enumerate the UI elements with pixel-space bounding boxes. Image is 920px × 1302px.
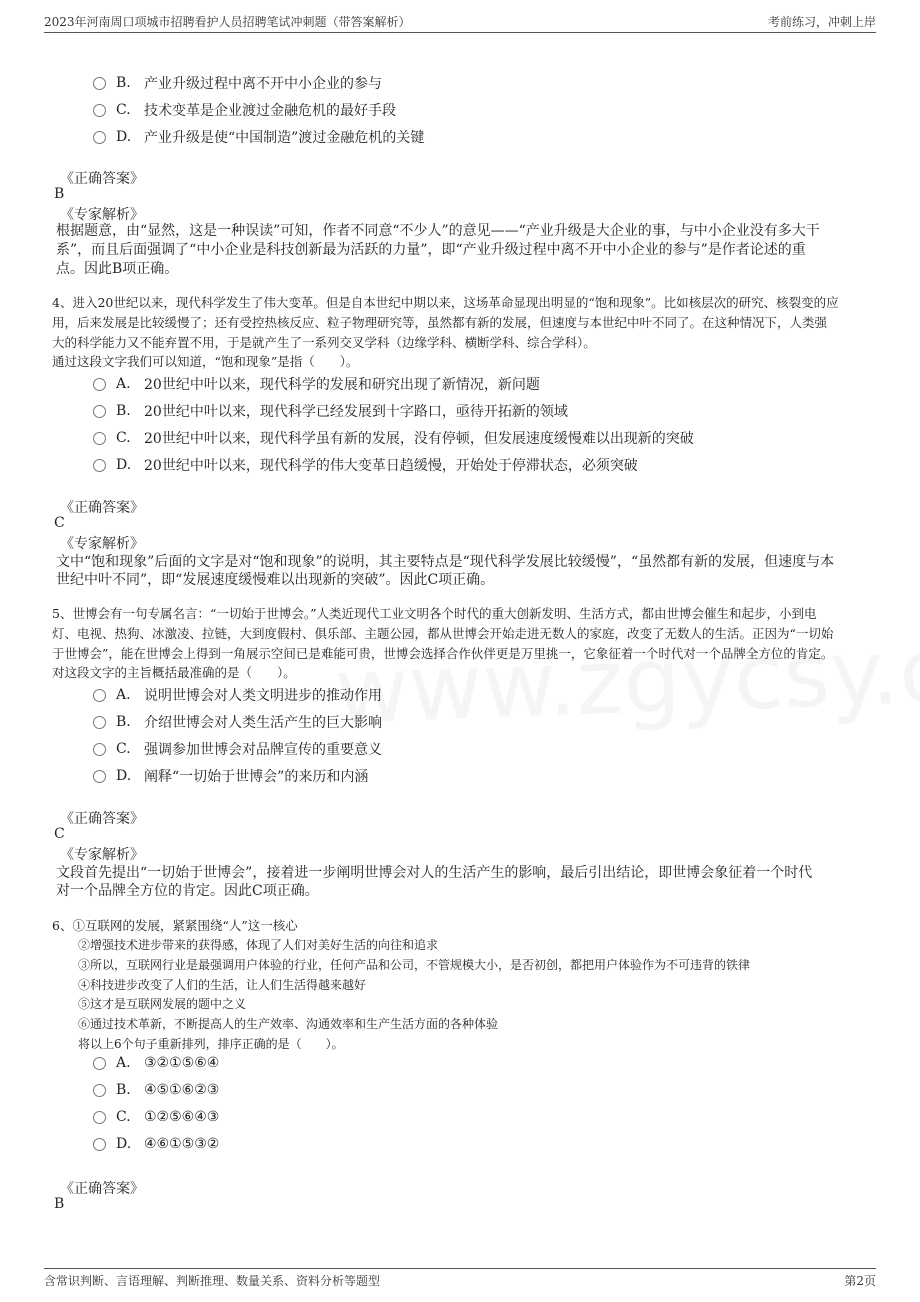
- option-text: ④⑤①⑥②③: [144, 1082, 220, 1098]
- analysis-text: 根据题意，由“显然，这是一种误读”可知，作者不同意“不少人”的意见——“产业升级是大企业的事，与中小企业没有多大干: [56, 223, 820, 239]
- question-stem: 对这段文字的主旨概括最准确的是（ ）。: [52, 665, 296, 680]
- option-letter: B.: [116, 1082, 131, 1098]
- radio-icon[interactable]: [93, 378, 106, 391]
- option-letter: D.: [116, 1136, 132, 1152]
- option-text: 说明世博会对人类文明进步的推动作用: [144, 688, 382, 704]
- option-b[interactable]: [93, 401, 568, 421]
- option-letter: A.: [116, 1055, 131, 1071]
- radio-icon[interactable]: [93, 405, 106, 418]
- analysis-text: 文中“饱和现象”后面的文字是对“饱和现象”的说明，其主要特点是“现代科学发展比较缓慢”，“虽然都有新的发展，但速度与本: [56, 554, 835, 570]
- option-d[interactable]: [93, 766, 368, 786]
- analysis-text: 世纪中叶不同”，即“发展速度缓慢难以出现新的突破”。因此C项正确。: [56, 572, 495, 588]
- analysis-text: 点。因此B项正确。: [56, 261, 179, 277]
- answer-value: C: [54, 515, 65, 531]
- option-text: ③②①⑤⑥④: [144, 1055, 220, 1071]
- option-text: 介绍世博会对人类生活产生的巨大影响: [144, 715, 382, 731]
- option-d[interactable]: [93, 1136, 219, 1152]
- question-stem: 于世博会”，能在世博会上得到一角展示空间已是难能可贵，世博会选择合作伙伴更是万里挑一，它象征着一个时代对一个品牌全方位的肯定。: [52, 646, 834, 661]
- option-text: 强调参加世博会对品牌宣传的重要意义: [144, 742, 382, 758]
- option-text: 20世纪中叶以来，现代科学虽有新的发展，没有停顿，但发展速度缓慢难以出现新的突破: [144, 431, 694, 447]
- answer-label: 《正确答案》: [60, 500, 144, 516]
- option-b[interactable]: [93, 1082, 219, 1098]
- option-c[interactable]: [93, 100, 396, 120]
- analysis-label: 《专家解析》: [60, 847, 144, 863]
- radio-icon[interactable]: [93, 459, 106, 472]
- footer-note: 含常识判断、言语理解、判断推理、数量关系、资料分析等题型: [44, 1273, 381, 1288]
- radio-icon[interactable]: [93, 104, 106, 117]
- radio-icon[interactable]: [93, 1111, 106, 1124]
- option-text: ①②⑤⑥④③: [144, 1109, 220, 1125]
- option-text: ④⑥①⑤③②: [144, 1136, 220, 1152]
- option-a[interactable]: [93, 374, 540, 394]
- option-letter: A.: [116, 376, 131, 392]
- option-d[interactable]: [93, 455, 638, 475]
- question-stem: 通过这段文字我们可以知道，“饱和现象”是指（ ）。: [52, 354, 359, 369]
- option-letter: C.: [116, 102, 131, 118]
- question-stem: 灯、电视、热狗、冰激凌、拉链，大到度假村、俱乐部、主题公园，都从世博会开始走进无数人的家庭，改变了无数人的生活。正因为“一切始: [52, 626, 834, 641]
- option-c[interactable]: [93, 428, 694, 448]
- option-letter: A.: [116, 687, 131, 703]
- answer-label: 《正确答案》: [60, 811, 144, 827]
- option-text: 20世纪中叶以来，现代科学的伟大变革日趋缓慢，开始处于停滞状态，必须突破: [144, 458, 638, 474]
- radio-icon[interactable]: [93, 1057, 106, 1070]
- radio-icon[interactable]: [93, 77, 106, 90]
- sentence-line: ③所以，互联网行业是最强调用户体验的行业，任何产品和公司，不管规模大小，是否初创，都把用户体验作为不可违背的铁律: [78, 958, 751, 972]
- option-letter: C.: [116, 741, 131, 757]
- sentence-line: 将以上6个句子重新排列，排序正确的是（ ）。: [78, 1037, 344, 1051]
- radio-icon[interactable]: [93, 1084, 106, 1097]
- analysis-label: 《专家解析》: [60, 536, 144, 552]
- option-d[interactable]: [93, 127, 424, 147]
- option-letter: B.: [116, 714, 131, 730]
- option-letter: D.: [116, 768, 132, 784]
- page-header: [44, 10, 876, 33]
- analysis-text: 文段首先提出“一切始于世博会”，接着进一步阐明世博会对人的生活产生的影响，最后引出结论，即世博会象征着一个时代: [56, 865, 813, 881]
- sentence-line: ②增强技术进步带来的获得感，体现了人们对美好生活的向往和追求: [78, 938, 439, 952]
- option-letter: D.: [116, 457, 132, 473]
- radio-icon[interactable]: [93, 716, 106, 729]
- radio-icon[interactable]: [93, 1138, 106, 1151]
- option-text: 产业升级是使“中国制造”渡过金融危机的关键: [144, 130, 425, 146]
- option-letter: D.: [116, 129, 132, 145]
- option-letter: C.: [116, 1109, 131, 1125]
- question-stem: 5、世博会有一句专属名言：“一切始于世博会。”人类近现代工业文明各个时代的重大创新发明、生活方式，都由世博会催生和起步，小到电: [52, 606, 817, 621]
- page-footer: [44, 1268, 876, 1291]
- option-text: 20世纪中叶以来，现代科学的发展和研究出现了新情况，新问题: [144, 377, 540, 393]
- radio-icon[interactable]: [93, 689, 106, 702]
- question-stem: 6、①互联网的发展，紧紧围绕“人”这一核心: [52, 918, 298, 933]
- sentence-line: ⑤这才是互联网发展的题中之义: [78, 997, 247, 1011]
- option-a[interactable]: [93, 1055, 219, 1071]
- option-b[interactable]: [93, 73, 382, 93]
- answer-label: 《正确答案》: [60, 171, 144, 187]
- question-stem: 大的科学能力又不能弃置不用，于是就产生了一系列交叉学科（边缘学科、横断学科、综合学科）。: [52, 335, 596, 350]
- option-text: 20世纪中叶以来，现代科学已经发展到十字路口，亟待开拓新的领域: [144, 404, 568, 420]
- option-letter: B.: [116, 403, 131, 419]
- option-text: 阐释“一切始于世博会”的来历和内涵: [144, 769, 369, 785]
- option-c[interactable]: [93, 739, 382, 759]
- analysis-label: 《专家解析》: [60, 207, 144, 223]
- question-stem: 用，后来发展是比较缓慢了；还有受控热核反应、粒子物理研究等，虽然都有新的发展，但速度与本世纪中叶不同了。在这种情况下，人类强: [52, 315, 828, 330]
- sentence-line: ④科技进步改变了人们的生活，让人们生活得越来越好: [78, 978, 367, 992]
- question-stem: 4、进入20世纪以来，现代科学发生了伟大变革。但是自本世纪中期以来，这场革命显现出明显的“饱和现象”。比如核层次的研究、核裂变的应: [52, 295, 839, 310]
- option-text: 产业升级过程中离不开中小企业的参与: [144, 76, 382, 92]
- answer-value: C: [54, 826, 65, 842]
- analysis-text: 对一个品牌全方位的肯定。因此C项正确。: [56, 883, 319, 899]
- option-letter: B.: [116, 75, 131, 91]
- answer-label: 《正确答案》: [60, 1181, 144, 1197]
- radio-icon[interactable]: [93, 743, 106, 756]
- sentence-line: ⑥通过技术革新，不断提高人的生产效率、沟通效率和生产生活方面的各种体验: [78, 1017, 499, 1031]
- answer-value: B: [54, 186, 65, 202]
- option-letter: C.: [116, 430, 131, 446]
- radio-icon[interactable]: [93, 131, 106, 144]
- option-text: 技术变革是企业渡过金融危机的最好手段: [144, 103, 396, 119]
- radio-icon[interactable]: [93, 770, 106, 783]
- document-title: 2023年河南周口项城市招聘看护人员招聘笔试冲刺题（带答案解析）: [44, 14, 411, 29]
- header-slogan: 考前练习，冲刺上岸: [767, 14, 876, 29]
- option-b[interactable]: [93, 712, 382, 732]
- answer-value: B: [54, 1196, 65, 1212]
- analysis-text: 系”，而且后面强调了“中小企业是科技创新最为活跃的力量”，即“产业升级过程中离不开中小企业的参与”是作者论述的重: [56, 242, 806, 258]
- option-a[interactable]: [93, 685, 382, 705]
- radio-icon[interactable]: [93, 432, 106, 445]
- page-number: 第2页: [844, 1273, 876, 1288]
- option-c[interactable]: [93, 1109, 219, 1125]
